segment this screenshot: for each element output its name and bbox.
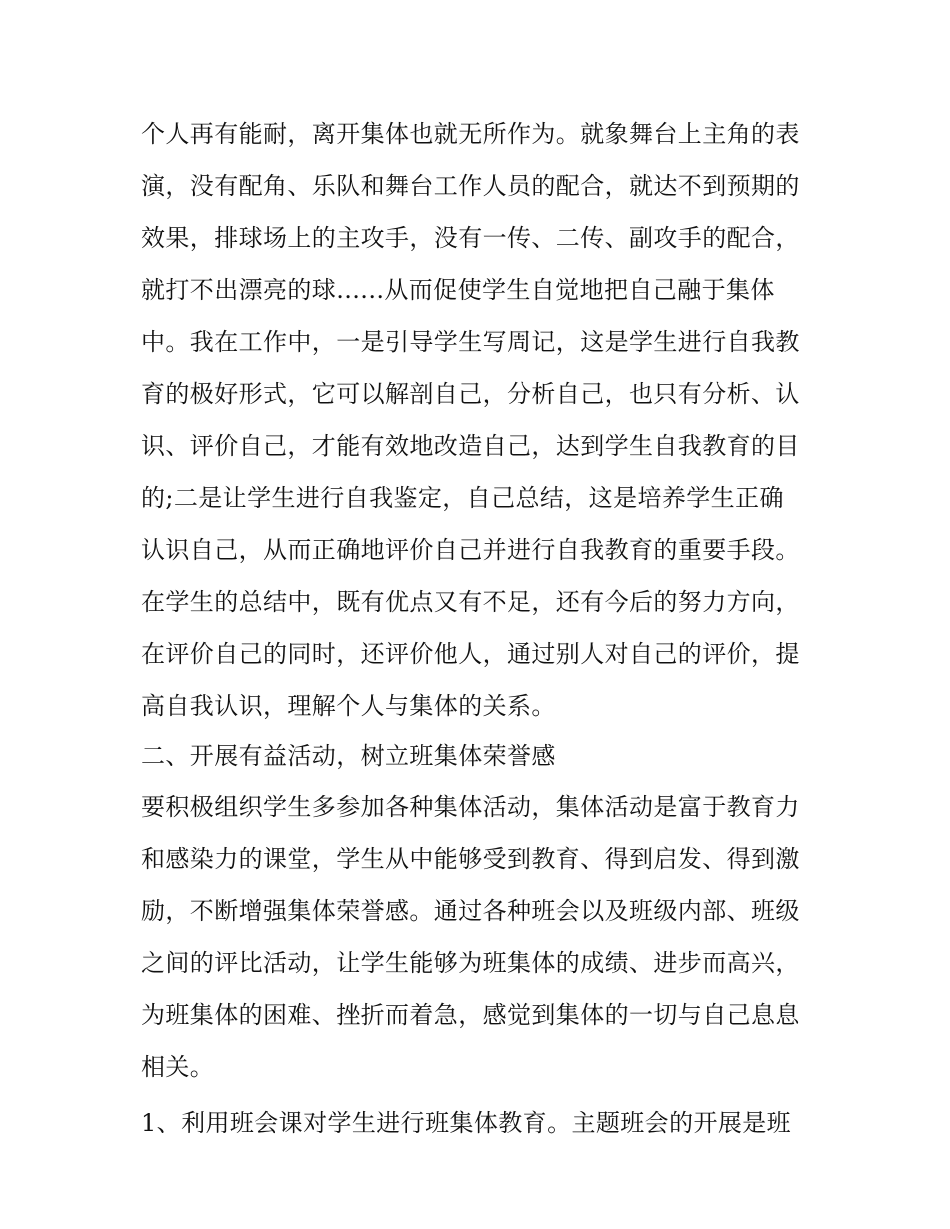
section-heading: 二、开展有益活动，树立班集体荣誉感 [141, 742, 556, 770]
text-line: 高自我认识，理解个人与集体的关系。 [141, 692, 556, 720]
text-line: 中。我在工作中，一是引导学生写周记，这是学生进行自我教 [141, 328, 800, 356]
text-line: 在学生的总结中，既有优点又有不足，还有今后的努力方向， [141, 588, 800, 616]
text-line: 育的极好形式，它可以解剖自己，分析自己，也只有分析、认 [141, 380, 800, 408]
text-line: 演，没有配角、乐队和舞台工作人员的配合，就达不到预期的 [141, 172, 800, 200]
text-line: 在评价自己的同时，还评价他人，通过别人对自己的评价，提 [141, 640, 800, 668]
text-line: 为班集体的困难、挫折而着急，感觉到集体的一切与自己息息 [141, 1001, 800, 1029]
text-line: 励，不断增强集体荣誉感。通过各种班会以及班级内部、班级 [141, 897, 800, 925]
text-line: 个人再有能耐，离开集体也就无所作为。就象舞台上主角的表 [141, 120, 800, 148]
body-text [141, 108, 821, 1149]
text-line: 就打不出漂亮的球......从而促使学生自觉地把自己融于集体 [141, 276, 775, 304]
text-line: 效果，排球场上的主攻手，没有一传、二传、副攻手的配合， [141, 224, 800, 252]
text-line: 认识自己，从而正确地评价自己并进行自我教育的重要手段。 [141, 536, 800, 564]
text-line: 的;二是让学生进行自我鉴定，自己总结，这是培养学生正确 [141, 484, 784, 512]
text-line: 要积极组织学生多参加各种集体活动，集体活动是富于教育力 [141, 793, 800, 821]
text-line: 之间的评比活动，让学生能够为班集体的成绩、进步而高兴， [141, 949, 800, 977]
text-line: 识、评价自己，才能有效地改造自己，达到学生自我教育的目 [141, 432, 800, 460]
numbered-item: 1、利用班会课对学生进行班集体教育。主题班会的开展是班 [141, 1109, 792, 1137]
text-line: 和感染力的课堂，学生从中能够受到教育、得到启发、得到激 [141, 845, 800, 873]
text-line: 相关。 [141, 1053, 215, 1081]
